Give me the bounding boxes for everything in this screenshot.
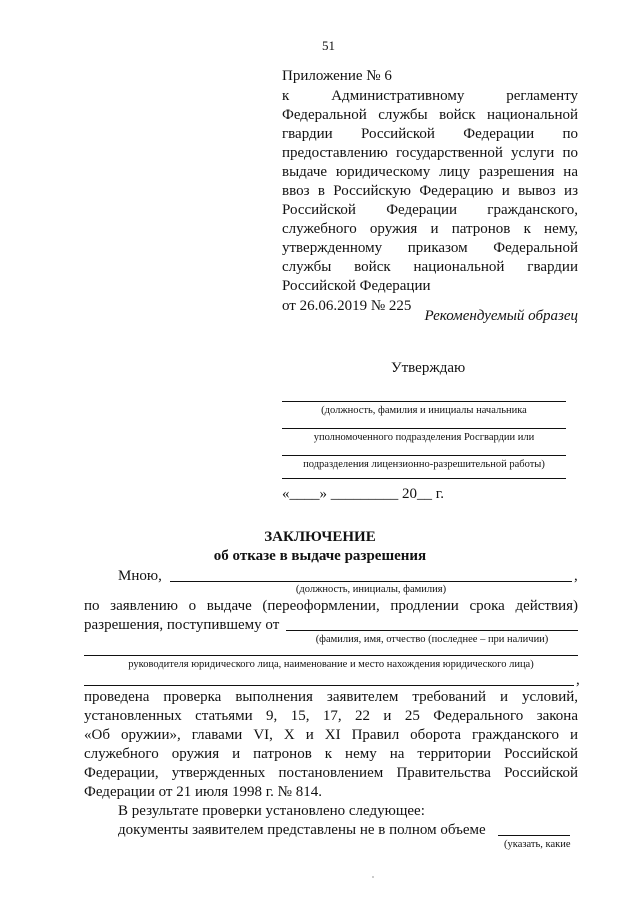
appendix-line: Российской Федерации гражданского,: [282, 202, 578, 218]
result-line: В результате проверки установлено следующее:: [118, 803, 425, 819]
appendix-line: предоставлению государственной услуги по: [282, 145, 578, 161]
paragraph-line: служебного оружия и патронов к нему на территории Российской: [84, 746, 578, 762]
appendix-line: служебного оружия и патронов к нему,: [282, 221, 578, 237]
me-hint: (должность, инициалы, фамилия): [295, 584, 447, 595]
appendix-line: Российской Федерации: [282, 278, 431, 294]
approver-line: [282, 401, 566, 402]
approver-hint: уполномоченного подразделения Росгвардии или: [313, 432, 535, 443]
applicant-hint: (фамилия, имя, отчество (последнее – при наличии): [315, 634, 549, 645]
appendix-line: Федеральной службы войск национальной: [282, 107, 578, 123]
appendix-line: к Административному регламенту: [282, 88, 578, 104]
approver-line: [282, 428, 566, 429]
paragraph-line: проведена проверка выполнения заявителем требований и условий,: [84, 689, 578, 705]
paragraph-line: «Об оружии», главами VI, X и XI Правил оборота гражданского и: [84, 727, 578, 743]
applicant-line: [286, 630, 578, 631]
appendix-line: службы войск национальной гвардии: [282, 259, 578, 275]
approve-label: Утверждаю: [391, 360, 466, 376]
appendix-line: утвержденному приказом Федеральной: [282, 240, 578, 256]
docs-fill-line: [498, 835, 570, 836]
scan-speck: [372, 876, 374, 878]
extra-comma: ,: [576, 672, 580, 688]
appendix-line: ввоз в Российскую Федерацию и вывоз из: [282, 183, 578, 199]
appendix-line: гвардии Российской Федерации по: [282, 126, 578, 142]
appendix-title: Приложение № 6: [282, 68, 392, 84]
recommended-sample-label: Рекомендуемый образец: [424, 308, 578, 324]
approver-hint: (должность, фамилия и инициалы начальника: [321, 405, 527, 416]
approver-line: [282, 455, 566, 456]
doc-title: ЗАКЛЮЧЕНИЕ: [264, 529, 376, 545]
approve-date: «____» _________ 20__ г.: [282, 486, 444, 502]
me-label: Мною,: [118, 568, 162, 584]
request-line: по заявлению о выдаче (переоформлении, продлении срока действия): [84, 598, 578, 614]
paragraph-line: установленных статьями 9, 15, 17, 22 и 25 Федерального закона: [84, 708, 578, 724]
doc-subtitle: об отказе в выдаче разрешения: [213, 548, 427, 564]
approver-hint: подразделения лицензионно-разрешительной работы): [303, 459, 545, 470]
request-prefix: разрешения, поступившему от: [84, 617, 280, 633]
extra-line: [84, 685, 574, 686]
org-line: [84, 655, 578, 656]
paragraph-line: Федерации от 21 июля 1998 г. № 814.: [84, 784, 322, 800]
me-comma: ,: [574, 568, 578, 584]
appendix-date: от 26.06.2019 № 225: [282, 298, 412, 314]
me-line: [170, 581, 572, 582]
appendix-line: выдаче юридическому лицу разрешения на: [282, 164, 578, 180]
paragraph-line: Федерации, утвержденных постановлением Правительства Российской: [84, 765, 578, 781]
docs-line: документы заявителем представлены не в полном объеме: [118, 822, 486, 838]
docs-hint: (указать, какие: [504, 839, 571, 850]
approver-line: [282, 478, 566, 479]
page-number: 51: [322, 38, 335, 53]
org-hint: руководителя юридического лица, наименование и место нахождения юридического лица): [128, 659, 534, 670]
